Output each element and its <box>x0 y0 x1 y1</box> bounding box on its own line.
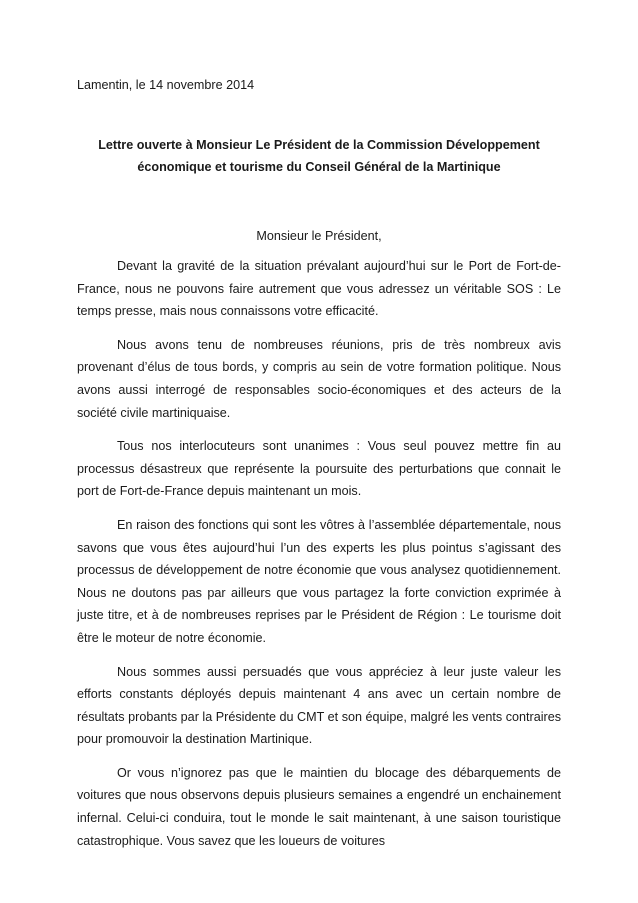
letter-paragraph: Or vous n’ignorez pas que le maintien du blocage des débarquements de voitures que nous observons depuis plusieurs semaines a engendré un enchainement infernal. Celui-ci conduira, tout le monde le sait maintenant, à une saison touristique catastrophique. Vous savez que les loueurs de voitures <box>77 765 561 848</box>
letter-body <box>77 255 561 863</box>
letter-dateline: Lamentin, le 14 novembre 2014 <box>77 78 255 92</box>
letter-paragraph: Tous nos interlocuteurs sont unanimes : Vous seul pouvez mettre fin au processus désastreux que représente la poursuite des perturbations que connait le port de Fort-de-France depuis maintenant un mois. <box>77 439 561 499</box>
letter-paragraph: Devant la gravité de la situation prévalant aujourd’hui sur le Port de Fort-de-France, nous ne pouvons faire autrement que vous adressez un véritable SOS : Le temps presse, mais nous connaissons votre efficacité. <box>77 259 561 319</box>
letter-title <box>77 134 561 178</box>
letter-paragraph: En raison des fonctions qui sont les vôtres à l’assemblée départementale, nous savons que vous êtes aujourd’hui l’un des experts les plus pointus s’agissant des processus de développement de notre économie que vous analysez quotidiennement. Nous ne doutons pas par ailleurs que vous partagez la forte conviction exprimée à juste titre, et à de nombreuses reprises par le Président de Région : Le tourisme doit être le moteur de notre économie. <box>77 517 561 645</box>
letter-salutation: Monsieur le Président, <box>256 229 382 243</box>
letter-title-line-2: économique et tourisme du Conseil Général de la Martinique <box>137 160 501 174</box>
letter-title-line-1: Lettre ouverte à Monsieur Le Président de la Commission Développement <box>98 138 540 152</box>
letter-paragraph: Nous avons tenu de nombreuses réunions, pris de très nombreux avis provenant d’élus de tous bords, y compris au sein de votre formation politique. Nous avons aussi interrogé de responsables socio-économiques et des acteurs de la société civile martiniquaise. <box>77 337 561 420</box>
letter-paragraph: Nous sommes aussi persuadés que vous appréciez à leur juste valeur les efforts constants déployés depuis maintenant 4 ans avec un certain nombre de résultats probants par la Présidente du CMT et son équipe, malgré les vents contraires pour promouvoir la destination Martinique. <box>77 664 561 747</box>
